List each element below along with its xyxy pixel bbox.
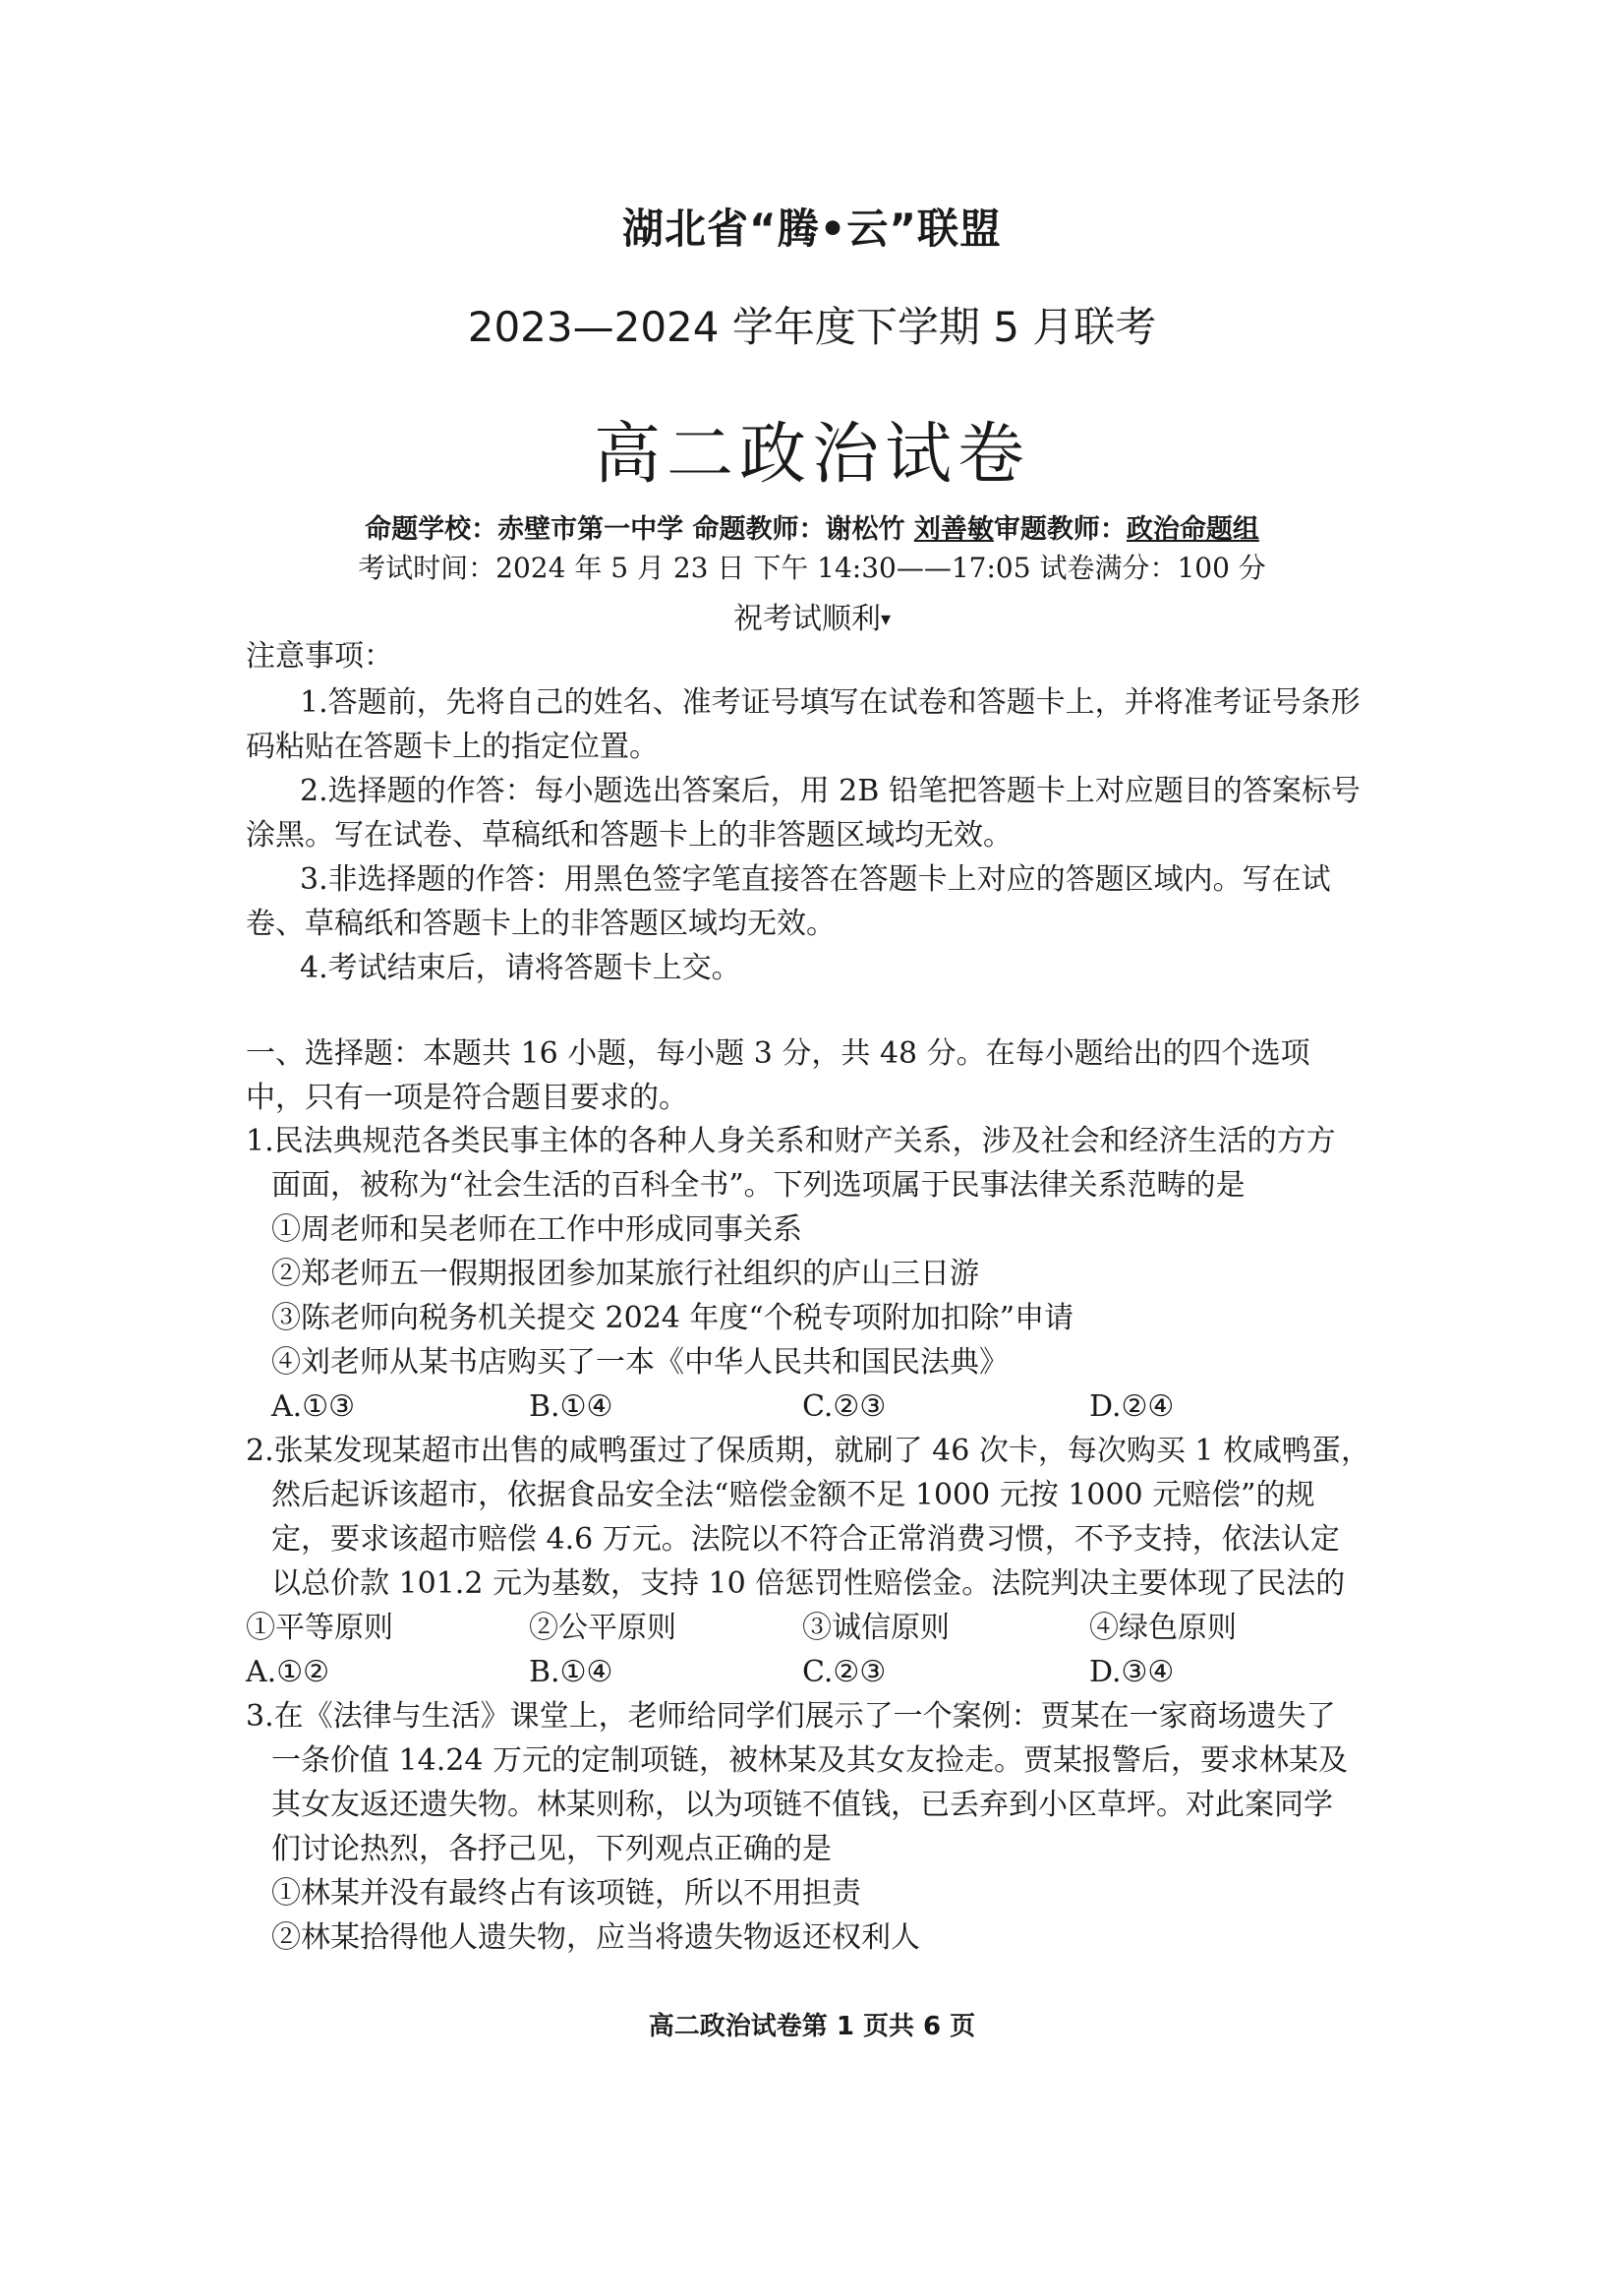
school-and-teacher: 命题学校：赤壁市第一中学 命题教师：谢松竹 xyxy=(365,514,905,545)
question-2-option-c: C.②③ xyxy=(802,1655,887,1689)
section-heading: 一、选择题：本题共 16 小题，每小题 3 分，共 48 分。在每小题给出的四个选项 xyxy=(246,1036,1310,1071)
question-2-statement-1: ①平等原则 xyxy=(246,1611,393,1645)
notice-item-1-cont: 码粘贴在答题卡上的指定位置。 xyxy=(246,730,659,764)
question-2-stem-cont-3: 以总价款 101.2 元为基数，支持 10 倍惩罚性赔偿金。法院判决主要体现了民法的 xyxy=(271,1566,1346,1601)
question-1-statement-2: ②郑老师五一假期报团参加某旅行社组织的庐山三日游 xyxy=(271,1257,979,1291)
notice-item-2: 2.选择题的作答：每小题选出答案后，用 2B 铅笔把答题卡上对应题目的答案标号 xyxy=(300,774,1361,808)
question-3-stem-cont-3: 们讨论热烈，各抒己见，下列观点正确的是 xyxy=(271,1832,832,1866)
alliance-title: 湖北省“腾•云”联盟 xyxy=(621,205,1003,253)
good-luck-text: 祝考试顺利 xyxy=(732,602,881,636)
question-1-statement-4: ④刘老师从某书店购买了一本《中华人民共和国民法典》 xyxy=(271,1345,1009,1380)
question-1-option-d: D.②④ xyxy=(1089,1389,1175,1424)
page-footer: 高二政治试卷第 1 页共 6 页 xyxy=(648,2012,976,2041)
question-3-statement-1: ①林某并没有最终占有该项链，所以不用担责 xyxy=(271,1876,861,1911)
good-luck-line xyxy=(0,594,1624,637)
question-2-option-b: B.①④ xyxy=(529,1655,613,1689)
reviewer-name: 政治命题组 xyxy=(1126,514,1259,545)
triangle-mark-icon: ▾ xyxy=(880,607,892,630)
notice-item-2-cont: 涂黑。写在试卷、草稿纸和答题卡上的非答题区域均无效。 xyxy=(246,818,1013,853)
question-2-option-d: D.③④ xyxy=(1089,1655,1175,1689)
question-1-stem-cont: 面面，被称为“社会生活的百科全书”。下列选项属于民事法律关系范畴的是 xyxy=(271,1168,1246,1203)
question-2-option-a: A.①② xyxy=(246,1655,329,1689)
second-teacher: 刘善敏 xyxy=(913,514,994,545)
question-3-stem-cont-2: 其女友返还遗失物。林某则称，以为项链不值钱，已丢弃到小区草坪。对此案同学 xyxy=(271,1788,1333,1822)
question-3-stem-cont-1: 一条价值 14.24 万元的定制项链，被林某及其女友捡走。贾某报警后，要求林某及 xyxy=(271,1743,1348,1778)
question-2-stem-cont-1: 然后起诉该超市，依据食品安全法“赔偿金额不足 1000 元按 1000 元赔偿”的规 xyxy=(271,1478,1315,1512)
exam-term-title: 2023—2024 学年度下学期 5 月联考 xyxy=(467,303,1157,351)
question-1-statement-3: ③陈老师向税务机关提交 2024 年度“个税专项附加扣除”申请 xyxy=(271,1301,1074,1335)
question-1-option-a: A.①③ xyxy=(271,1389,355,1424)
question-2-statement-2: ②公平原则 xyxy=(529,1611,676,1645)
authorship-line xyxy=(0,507,1624,546)
question-2-stem: 2.张某发现某超市出售的咸鸭蛋过了保质期，就刷了 46 次卡，每次购买 1 枚咸鸭蛋， xyxy=(246,1434,1371,1468)
question-2-stem-cont-2: 定，要求该超市赔偿 4.6 万元。法院以不符合正常消费习惯，不予支持，依法认定 xyxy=(271,1522,1340,1557)
question-3-stem: 3.在《法律与生活》课堂上，老师给同学们展示了一个案例：贾某在一家商场遗失了 xyxy=(246,1699,1336,1734)
notice-item-1: 1.答题前，先将自己的姓名、准考证号填写在试卷和答题卡上，并将准考证号条形 xyxy=(300,685,1361,720)
notice-heading: 注意事项： xyxy=(246,639,393,674)
question-2-statement-3: ③诚信原则 xyxy=(802,1611,950,1645)
question-1-option-b: B.①④ xyxy=(529,1389,613,1424)
question-1-statement-1: ①周老师和吴老师在工作中形成同事关系 xyxy=(271,1212,802,1247)
notice-item-4: 4.考试结束后，请将答题卡上交。 xyxy=(300,951,741,985)
question-2-statement-4: ④绿色原则 xyxy=(1089,1611,1237,1645)
reviewer-label: 审题教师： xyxy=(993,514,1127,545)
notice-item-3-cont: 卷、草稿纸和答题卡上的非答题区域均无效。 xyxy=(246,907,836,941)
exam-time-line: 考试时间：2024 年 5 月 23 日 下午 14:30——17:05 试卷满分：100 分 xyxy=(358,552,1266,584)
question-1-stem: 1.民法典规范各类民事主体的各种人身关系和财产关系，涉及社会和经济生活的方方 xyxy=(246,1124,1336,1158)
question-3-statement-2: ②林某拾得他人遗失物，应当将遗失物返还权利人 xyxy=(271,1920,920,1955)
paper-title: 高二政治试卷 xyxy=(593,416,1030,494)
section-heading-cont: 中，只有一项是符合题目要求的。 xyxy=(246,1081,688,1115)
notice-item-3: 3.非选择题的作答：用黑色签字笔直接答在答题卡上对应的答题区域内。写在试 xyxy=(300,862,1331,897)
question-1-option-c: C.②③ xyxy=(802,1389,887,1424)
